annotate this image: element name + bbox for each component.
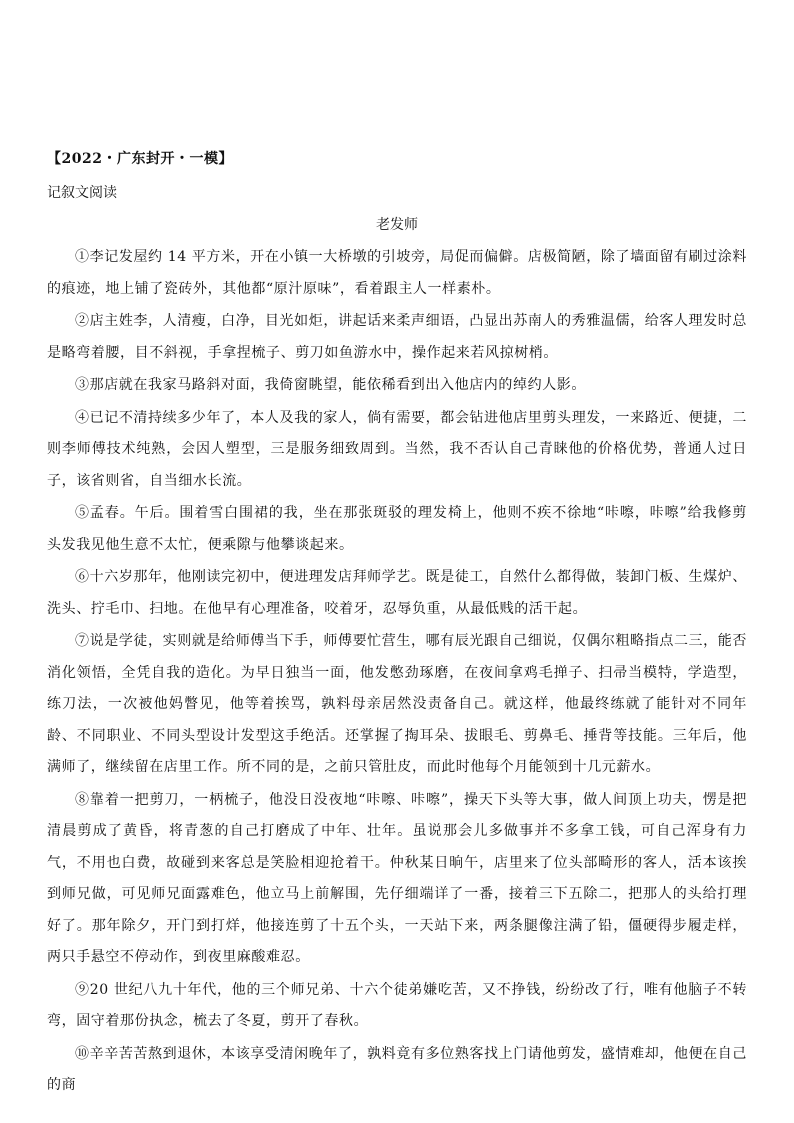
article-paragraph-4: ④已记不清持续多少年了，本人及我的家人，倘有需要，都会钻进他店里剪头理发，一来路近、便捷，二则李师傅技术纯熟，会因人塑型，三是服务细致周到。当然，我不否认自己青睐他的价格优势，普通人过日子，该省则省，自当细水长流。	[47, 409, 747, 489]
article-paragraph-3: ③那店就在我家马路斜对面，我倚窗眺望，能依稀看到出入他店内的绰约人影。	[75, 377, 586, 393]
article-title: 老发师	[376, 217, 418, 233]
article-paragraph-8: ⑧靠着一把剪刀，一柄梳子，他没日没夜地“咔嚓、咔嚓”，操天下头等大事，做人间顶上功夫，愣是把清晨剪成了黄昏，将青葱的自己打磨成了中年、壮年。虽说那会儿多做事并不多拿工钱，可自己浑身有力气，不用也白费，故碰到来客总是笑脸相迎抢着干。仲秋某日晌午，店里来了位头部畸形的客人，活本该挨到师兄做，可见师兄面露难色，他立马上前解围，先仔细端详了一番，接着三下五除二，把那人的头给打理好了。那年除夕，开门到打烊，他接连剪了十五个头，一天站下来，两条腿像注满了铅，僵硬得步履走样，两只手悬空不停动作，到夜里麻酸难忍。	[47, 791, 747, 965]
article-paragraph-7: ⑦说是学徒，实则就是给师傅当下手，师傅要忙营生，哪有辰光跟自己细说，仅偶尔粗略指点二三，能否消化领悟，全凭自我的造化。为早日独当一面，他发憋劲琢磨，在夜间拿鸡毛掸子、扫帚当模特，学造型，练刀法，一次被他妈瞥见，他等着挨骂，孰料母亲居然没责备自己。就这样，他最终练就了能针对不同年龄、不同职业、不同头型设计发型这手绝活。还掌握了掏耳朵、拔眼毛、剪鼻毛、捶背等技能。三年后，他满师了，继续留在店里工作。所不同的是，之前只管肚皮，而此时他每个月能领到十几元薪水。	[47, 633, 747, 775]
article-paragraph-10: ⑩辛辛苦苦熬到退休，本该享受清闲晚年了，孰料竟有多位熟客找上门请他剪发，盛情难却，他便在自己的商	[47, 1045, 747, 1093]
article-paragraph-2: ②店主姓李，人清瘦，白净，目光如炬，讲起话来柔声细语，凸显出苏南人的秀雅温儒，给客人理发时总是略弯着腰，目不斜视，手拿捏梳子、剪刀如鱼游水中，操作起来若风掠树梢。	[47, 313, 747, 361]
question-source-label: 【2022・广东封开・一模】	[47, 151, 233, 167]
section-heading: 记叙文阅读	[47, 185, 117, 201]
article-paragraph-6: ⑥十六岁那年，他刚读完初中，便进理发店拜师学艺。既是徒工，自然什么都得做，装卸门板、生煤炉、洗头、拧毛巾、扫地。在他早有心理准备，咬着牙，忍辱负重，从最低贱的活干起。	[47, 569, 747, 617]
article-paragraph-1: ①李记发屋约 14 平方米，开在小镇一大桥墩的引坡旁，局促而偏僻。店极简陋，除了墙面留有刷过涂料的痕迹，地上铺了瓷砖外，其他都“原汁原味”，看着跟主人一样素朴。	[47, 249, 747, 297]
article-paragraph-9: ⑨20 世纪八九十年代，他的三个师兄弟、十六个徒弟嫌吃苦，又不挣钱，纷纷改了行，唯有他脑子不转弯，固守着那份执念，梳去了冬夏，剪开了春秋。	[47, 981, 747, 1029]
article-paragraph-5: ⑤孟春。午后。围着雪白围裙的我，坐在那张斑驳的理发椅上，他则不疾不徐地“咔嚓，咔嚓”给我修剪头发我见他生意不太忙，便乘隙与他攀谈起来。	[47, 505, 747, 553]
article-body	[47, 242, 747, 1102]
